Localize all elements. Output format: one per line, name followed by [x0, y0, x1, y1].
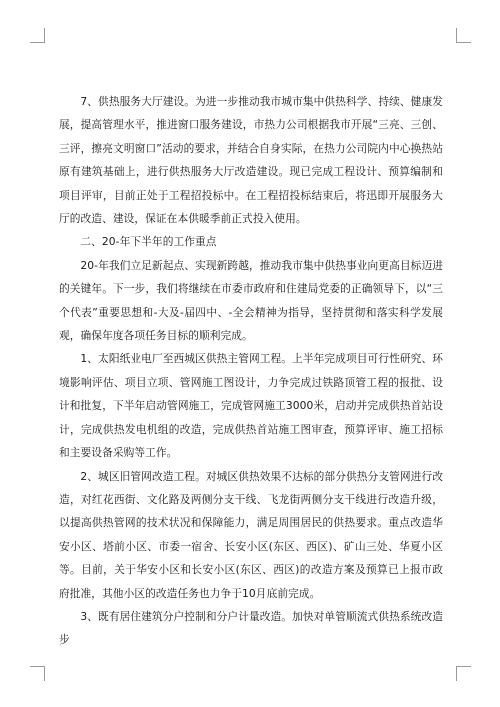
paragraph-main-pipeline-project: 1、太阳纸业电厂至西城区供热主管网工程。上半年完成项目可行性研究、环境影响评估、项目立项、管网施工图设计，力争完成过铁路顶管工程的报批、设计和批复，下半年启动管网施工，完成管网施工3000米，启动并完成供热首站设计，完成供热发电机组的改造，完成供热首站施工图审查，预算评审、施工招标和主要设备采购等工作。: [59, 352, 443, 460]
paragraph-old-network-renovation: 2、城区旧管网改造工程。对城区供热效果不达标的部分供热分支管网进行改造，对红花西街、文化路及两侧分支干线、飞龙街两侧分支干线进行改造升级，以提高供热管网的技术状况和保障能力，满足周围居民的供热要求。重点改造华安小区、塔前小区、市委一宿舍、长安小区(东区、西区)、矿山三处、华夏小区等。目前，关于华安小区和长安小区(东区、西区)的改造方案及预算已上报市政府批准，其他小区的改造任务也力争于10月底前完成。: [59, 469, 443, 600]
crop-mark-top-left: [30, 28, 45, 43]
paragraph-household-metering: 3、既有居住建筑分户控制和分户计量改造。加快对单管顺流式供热系统改造步: [59, 609, 443, 647]
paragraph-service-hall: 7、供热服务大厅建设。为进一步推动我市城市集中供热科学、持续、健康发展，提高管理水平，推进窗口服务建设，市热力公司根据我市开展“三亮、三创、三评，擦亮文明窗口”活动的要求，并结合自身实际，在热力公司院内中心换热站原有建筑基础上，进行供热服务大厅改造建设。现已完成工程设计、预算编制和项目评审，目前正处于工程招投标中。在工程招投标结束后，将迅即开展服务大厅的改造、建设，保证在本供暖季前正式投入使用。: [59, 95, 443, 226]
document-body: [59, 90, 443, 652]
paragraph-key-year: 20-年我们立足新起点、实现新跨越，推动我市集中供热事业向更高目标迈进的关键年。下一步，我们将继续在市委市政府和住建局党委的正确领导下，以“三个代表”重要思想和-大及-届四中、-全会精神为指导，坚持贯彻和落实科学发展观，确保年度各项任务目标的顺利完成。: [59, 258, 443, 343]
section-heading-second-half-priorities: 二、20-年下半年的工作重点: [80, 235, 217, 249]
crop-mark-bottom-right: [456, 666, 471, 681]
crop-mark-bottom-left: [30, 666, 45, 681]
crop-mark-top-right: [456, 28, 471, 43]
